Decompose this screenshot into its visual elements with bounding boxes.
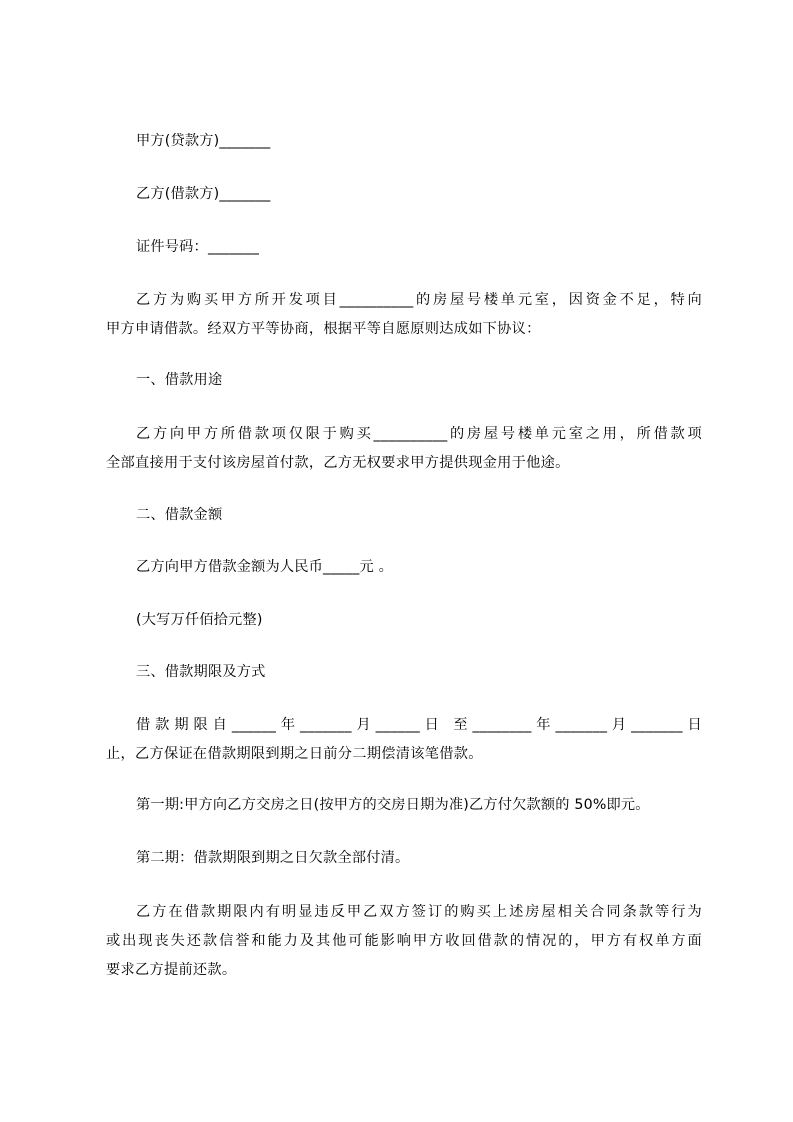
- section3-title: 三、借款期限及方式: [136, 664, 266, 680]
- intro-paragraph: [106, 286, 702, 344]
- section3-line-2: 止，乙方保证在借款期限到期之日前分二期偿清该笔借款。: [106, 746, 483, 762]
- section2-body: 乙方向甲方借款金额为人民币_____元 。: [136, 559, 393, 575]
- phase1-line: 第一期:甲方向乙方交房之日(按甲方的交房日期为准)乙方付欠款额的 50%即元。: [136, 797, 650, 813]
- breach-paragraph: [106, 898, 702, 985]
- section1-paragraph: [106, 420, 702, 478]
- section1-title: 一、借款用途: [136, 372, 223, 388]
- section3-line-1: 借款期限自______年_______月______日 至________年_______月_______日: [136, 717, 702, 733]
- phase2-line: 第二期：借款期限到期之日欠款全部付清。: [136, 850, 410, 866]
- section2-title: 二、借款金额: [136, 507, 223, 523]
- section1-line-2: 全部直接用于支付该房屋首付款，乙方无权要求甲方提供现金用于他途。: [106, 455, 570, 471]
- breach-line-3: 要求乙方提前还款。: [106, 962, 237, 978]
- party-b-line: 乙方(借款方)_______: [136, 186, 271, 202]
- breach-line-2: 或出现丧失还款信誉和能力及其他可能影响甲方收回借款的情况的，甲方有权单方面: [106, 933, 702, 949]
- section3-paragraph: [106, 711, 702, 769]
- section1-line-1: 乙方向甲方所借款项仅限于购买__________的房屋号楼单元室之用，所借款项: [136, 426, 702, 442]
- section2-note: (大写万仟佰拾元整): [136, 612, 263, 628]
- breach-line-1: 乙方在借款期限内有明显违反甲乙双方签订的购买上述房屋相关合同条款等行为: [136, 904, 702, 920]
- id-number-line: 证件号码：_______: [136, 239, 259, 255]
- intro-line-2: 甲方申请借款。经双方平等协商，根据平等自愿原则达成如下协议：: [106, 321, 541, 337]
- party-a-line: 甲方(贷款方)_______: [136, 133, 271, 149]
- intro-line-1: 乙方为购买甲方所开发项目__________的房屋号楼单元室，因资金不足，特向: [136, 292, 702, 308]
